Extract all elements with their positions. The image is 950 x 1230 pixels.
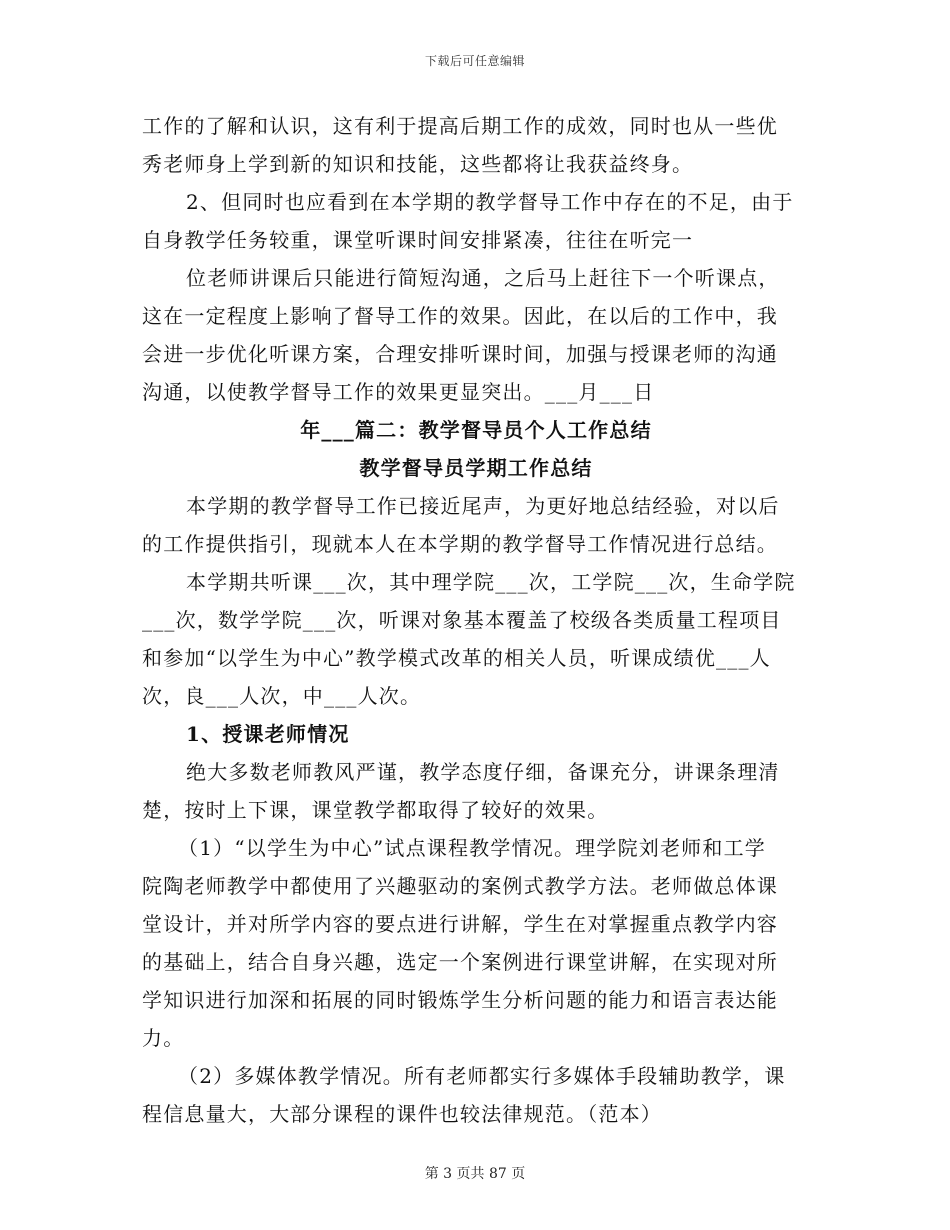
- section-heading: 1、授课老师情况: [186, 722, 350, 746]
- body-line: 这在一定程度上影响了督导工作的效果。因此，在以后的工作中，我: [142, 304, 778, 328]
- paragraph-start: 本学期的教学督导工作已接近尾声，为更好地总结经验，对以后: [186, 494, 780, 518]
- page-header: 下载后可任意编辑: [424, 54, 525, 68]
- body-line: ___次，数学学院___次，听课对象基本覆盖了校级各类质量工程项目: [142, 608, 782, 632]
- body-line: 的基础上，结合自身兴趣，选定一个案例进行课堂讲解，在实现对所: [142, 950, 778, 974]
- body-line: 力。: [142, 1026, 185, 1050]
- paragraph-start: 2、但同时也应看到在本学期的教学督导工作中存在的不足，由于: [186, 190, 794, 214]
- paragraph-start: （1）“以学生为中心”试点课程教学情况。理学院刘老师和工学: [178, 836, 766, 860]
- page-footer: 第 3 页共 87 页: [424, 1166, 526, 1182]
- section-title: 年___篇二：教学督导员个人工作总结: [300, 418, 652, 442]
- document-body: [142, 107, 810, 1133]
- body-line: 和参加“以学生为中心”教学模式改革的相关人员，听课成绩优___人: [142, 646, 771, 670]
- paragraph-start: 位老师讲课后只能进行简短沟通，之后马上赶往下一个听课点，: [186, 266, 780, 290]
- document-subtitle: 教学督导员学期工作总结: [359, 456, 593, 480]
- body-line: 程信息量大，大部分课程的课件也较法律规范。（范本）: [142, 1102, 662, 1126]
- paragraph-start: 本学期共听课___次，其中理学院___次，工学院___次，生命学院: [186, 570, 796, 594]
- paragraph-start: （2）多媒体教学情况。所有老师都实行多媒体手段辅助教学，课: [178, 1064, 786, 1088]
- body-line: 的工作提供指引，现就本人在本学期的教学督导工作情况进行总结。: [142, 532, 778, 556]
- body-line: 院陶老师教学中都使用了兴趣驱动的案例式教学方法。老师做总体课: [142, 874, 778, 898]
- body-line: 自身教学任务较重，课堂听课时间安排紧凑，往往在听完一: [142, 228, 694, 252]
- body-line: 会进一步优化听课方案，合理安排听课时间，加强与授课老师的沟通: [142, 342, 778, 366]
- body-line: 学知识进行加深和拓展的同时锻炼学生分析问题的能力和语言表达能: [142, 988, 778, 1012]
- body-line: 秀老师身上学到新的知识和技能，这些都将让我获益终身。: [142, 152, 694, 176]
- body-line: 沟通，以使教学督导工作的效果更显突出。___月___日: [142, 380, 655, 404]
- body-line: 楚，按时上下课，课堂教学都取得了较好的效果。: [142, 798, 609, 822]
- body-line: 次，良___人次，中___人次。: [142, 684, 422, 708]
- paragraph-start: 绝大多数老师教风严谨，教学态度仔细，备课充分，讲课条理清: [186, 760, 780, 784]
- body-line: 工作的了解和认识，这有利于提高后期工作的成效，同时也从一些优: [142, 114, 778, 138]
- body-line: 堂设计，并对所学内容的要点进行讲解，学生在对掌握重点教学内容: [142, 912, 778, 936]
